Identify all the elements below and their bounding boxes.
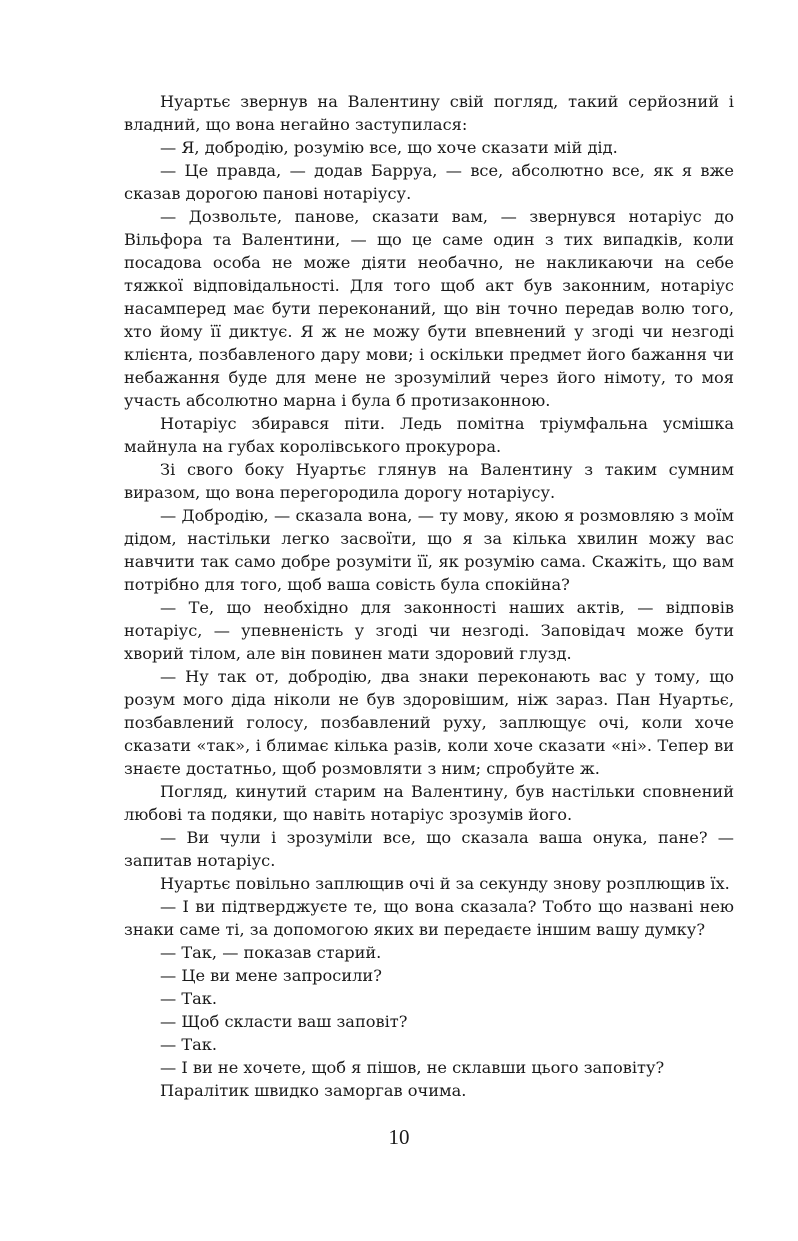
paragraph: — Ви чули і зрозуміли все, що сказала ваша онука, пане? — запитав нотаріус.: [124, 828, 734, 870]
paragraph: Нотаріус збирався піти. Ледь помітна тріумфальна усмішка майнула на губах королівського прокурора.: [124, 414, 734, 456]
paragraph: Погляд, кинутий старим на Валентину, був настільки сповнений любові та подяки, що навіть нотаріус зрозумів його.: [124, 782, 734, 824]
paragraph: — Так, — показав старий.: [160, 943, 382, 962]
page-number: 10: [388, 1125, 410, 1149]
paragraph: — Так.: [160, 989, 218, 1008]
paragraph: — Я, добродію, розумію все, що хоче сказати мій дід.: [160, 138, 618, 157]
paragraph: — Добродію, — сказала вона, — ту мову, якою я розмовляю з моїм дідом, настільки легко засвоїти, що я за кілька хвилин можу вас навчити так само добре розуміти її, як розумію сама. Скажіть, що вам потрібно для того, щоб ваша совість була спокійна?: [124, 506, 734, 594]
body-text: [124, 90, 734, 1102]
paragraph: — Це ви мене запросили?: [160, 966, 382, 985]
paragraph: — І ви підтверджуєте те, що вона сказала? Тобто що названі нею знаки саме ті, за допомогою яких ви передаєте іншим вашу думку?: [124, 897, 734, 939]
paragraph: Нуартьє звернув на Валентину свій погляд, такий серйозний і владний, що вона негайно заступилася:: [124, 92, 734, 134]
paragraph: — Ну так от, добродію, два знаки переконають вас у тому, що розум мого діда ніколи не був здоровішим, ніж зараз. Пан Нуартьє, позбавлений голосу, позбавлений руху, заплющує очі, коли хоче сказати «так», і блимає кілька разів, коли хоче сказати «ні». Тепер ви знаєте достатньо, щоб розмовляти з ним; спробуйте ж.: [124, 667, 734, 778]
paragraph: — Те, що необхідно для законності наших актів, — відповів нотаріус, — упевненість у згоді чи незгоді. Заповідач може бути хворий тілом, але він повинен мати здоровий глузд.: [124, 598, 734, 663]
paragraph: — Дозвольте, панове, сказати вам, — звернувся нотаріус до Вільфора та Валентини, — що це саме один з тих випадків, коли посадова особа не може діяти необачно, не накликаючи на себе тяжкої відповідальності. Для того щоб акт був законним, нотаріус насамперед має бути переконаний, що він точно передав волю того, хто йому її диктує. Я ж не можу бути впевнений у згоді чи незгоді клієнта, позбавленого дару мови; і оскільки предмет його бажання чи небажання буде для мене не зрозумілий через його німоту, то моя участь абсолютно марна і була б протизаконною.: [124, 207, 734, 410]
paragraph: — Щоб скласти ваш заповіт?: [160, 1012, 408, 1031]
paragraph: Нуартьє повільно заплющив очі й за секунду знову розплющив їх.: [160, 874, 730, 893]
paragraph: — Це правда, — додав Барруа, — все, абсолютно все, як я вже сказав дорогою панові нотаріусу.: [124, 161, 734, 203]
paragraph: — І ви не хочете, щоб я пішов, не склавши цього заповіту?: [160, 1058, 665, 1077]
paragraph: Паралітик швидко заморгав очима.: [160, 1081, 467, 1100]
paragraph: Зі свого боку Нуартьє глянув на Валентину з таким сумним виразом, що вона перегородила дорогу нотаріусу.: [124, 460, 734, 502]
paragraph: — Так.: [160, 1035, 218, 1054]
